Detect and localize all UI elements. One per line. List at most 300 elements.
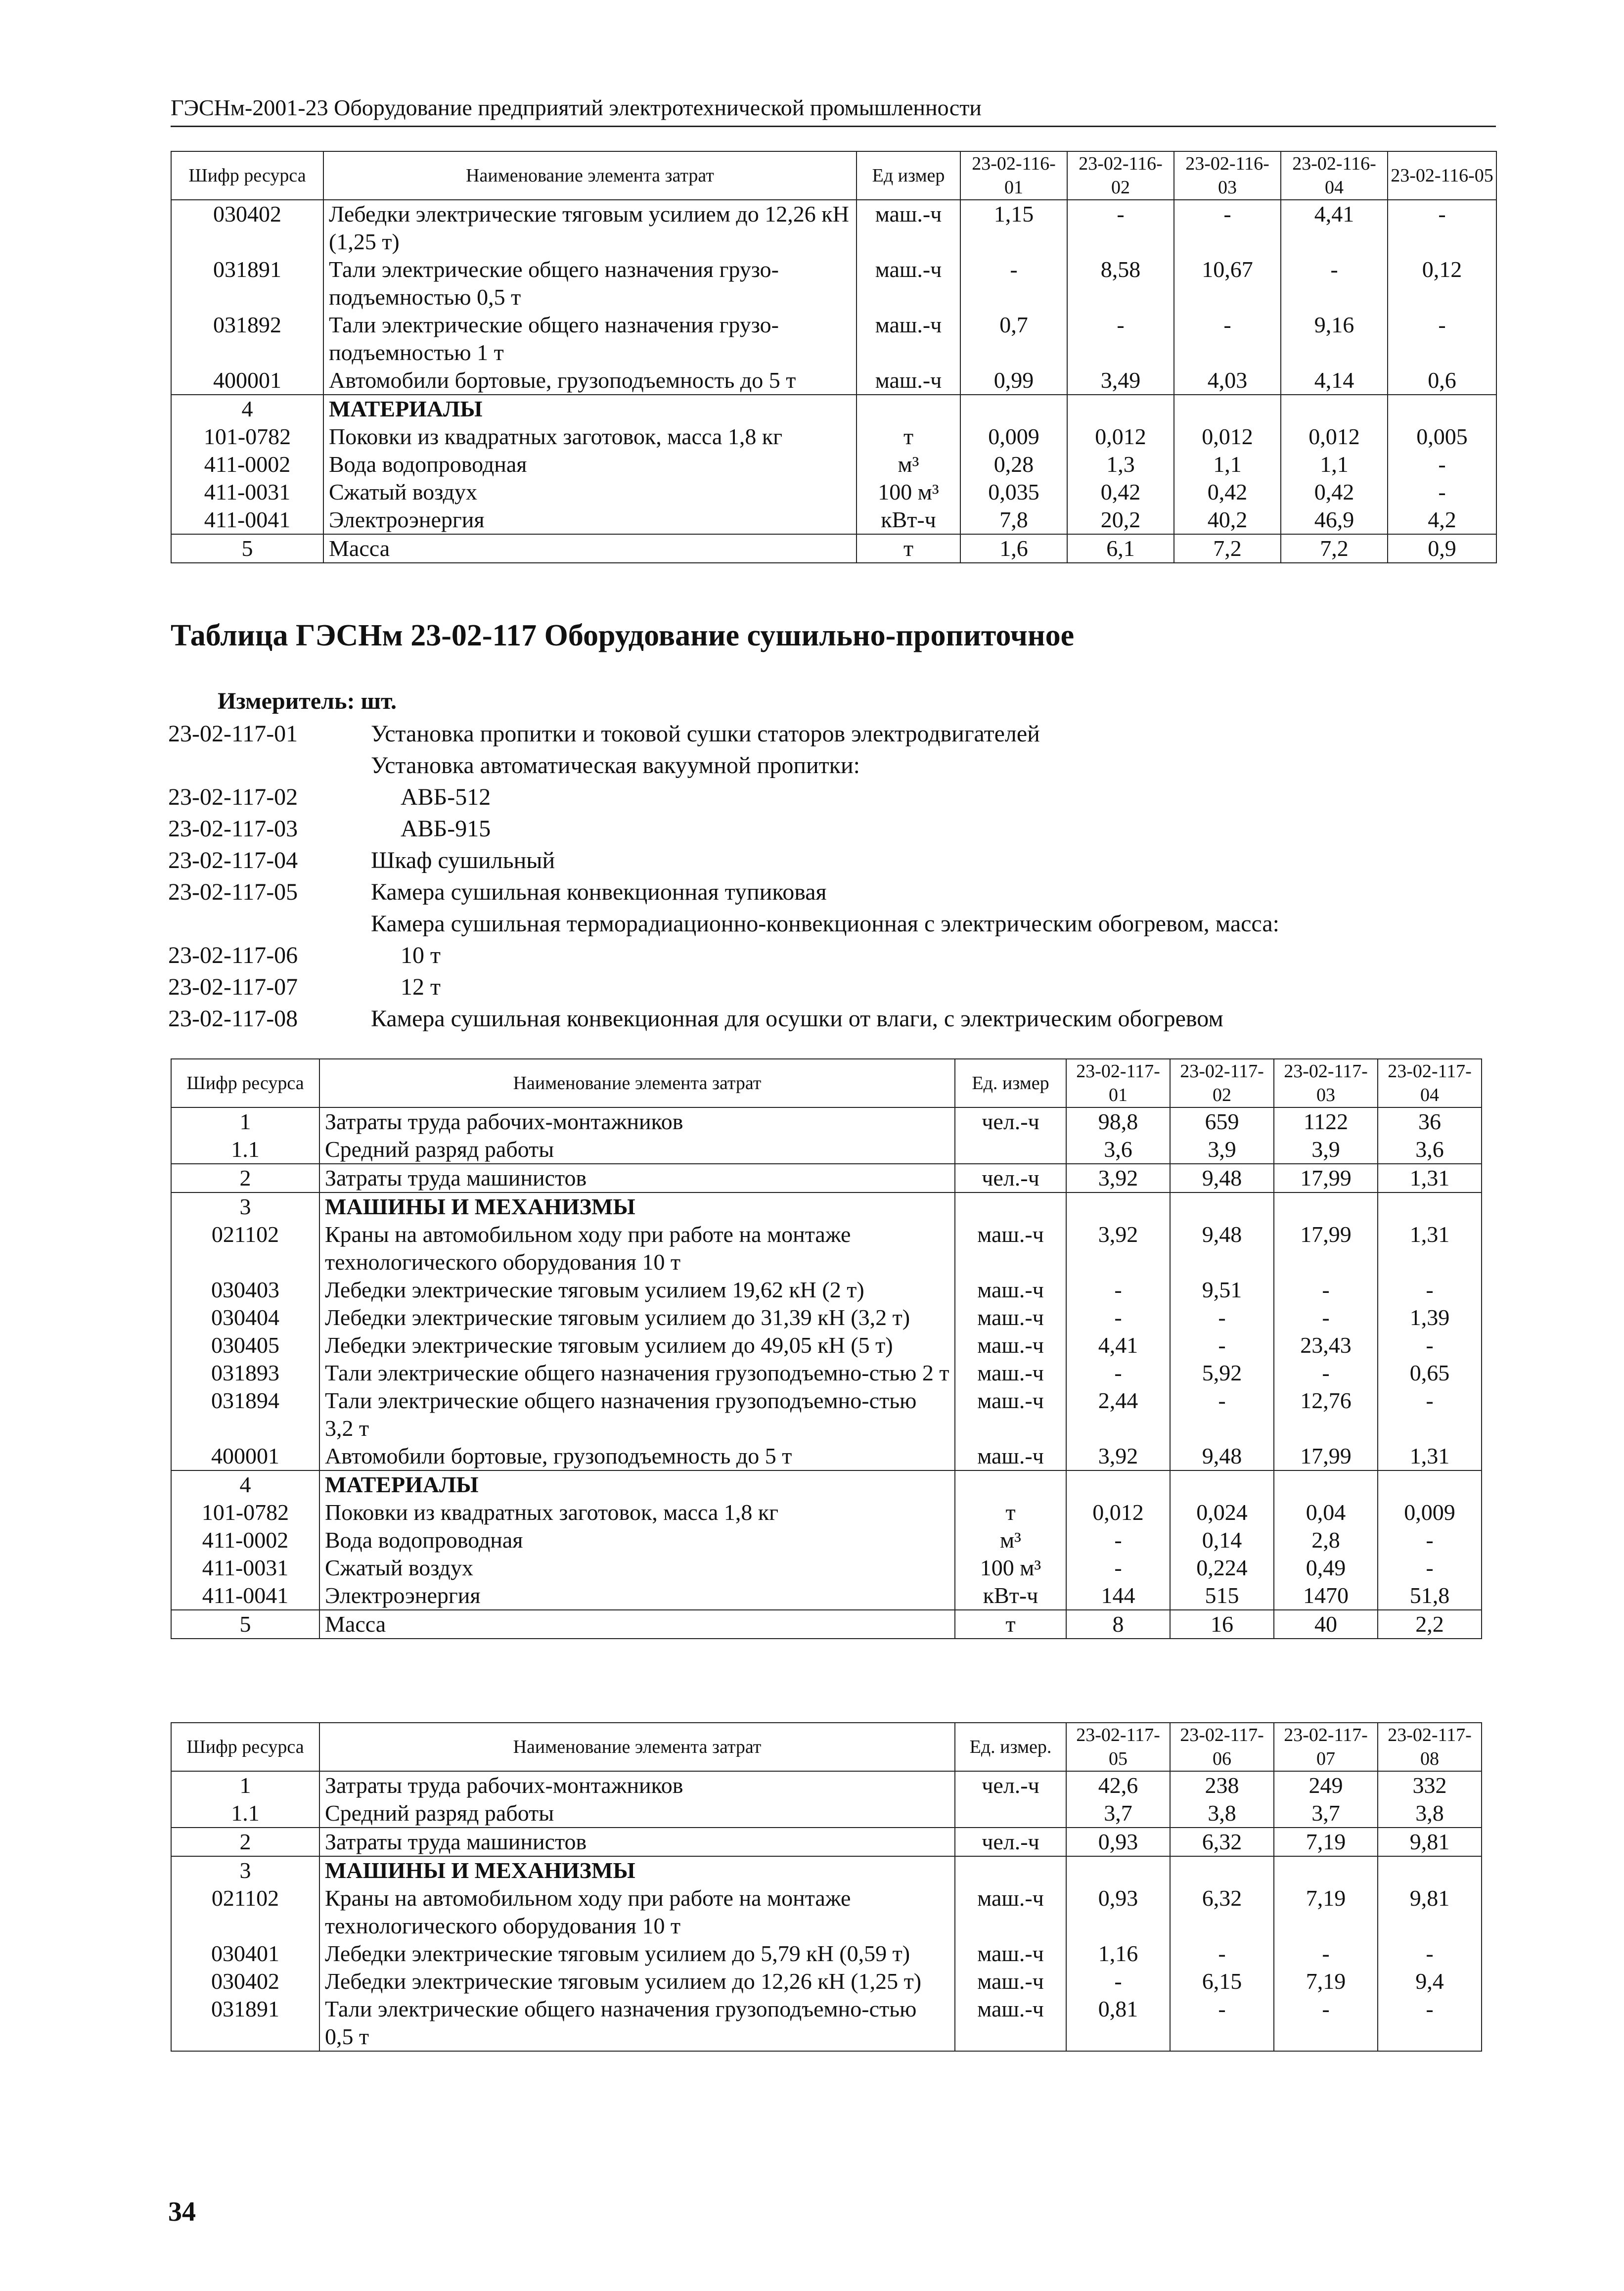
value-cell: 0,28: [960, 451, 1067, 478]
table-row: [171, 478, 1496, 506]
resource-unit: маш.-ч: [955, 1331, 1066, 1359]
resource-name: Вода водопроводная: [319, 1526, 955, 1554]
value-cell: 0,012: [1174, 423, 1281, 451]
value-cell: -: [1174, 200, 1281, 256]
table-row: [171, 367, 1496, 395]
value-cell: -: [1170, 1304, 1274, 1331]
value-cell: -: [1388, 451, 1496, 478]
column-header: 23-02-117-07: [1274, 1723, 1378, 1771]
value-cell: 0,42: [1067, 478, 1174, 506]
item-description: 12 т: [401, 974, 441, 1000]
resource-unit: 100 м³: [857, 478, 960, 506]
table-row: [171, 256, 1496, 311]
resource-unit: [955, 1136, 1066, 1164]
resource-name: Сжатый воздух: [323, 478, 857, 506]
value-cell: 0,012: [1067, 423, 1174, 451]
table-header-row: [171, 1059, 1482, 1107]
resource-name: Автомобили бортовые, грузоподъемность до 5 т: [323, 367, 857, 395]
value-cell: [1274, 1192, 1378, 1221]
value-cell: 0,012: [1066, 1499, 1170, 1526]
value-cell: 144: [1066, 1582, 1170, 1610]
code-list-item: [168, 781, 1279, 813]
column-header: 23-02-116-04: [1281, 151, 1388, 200]
resource-name: Поковки из квадратных заготовок, масса 1,8 кг: [319, 1499, 955, 1526]
column-header: 23-02-117-02: [1170, 1059, 1274, 1107]
table-row: [171, 311, 1496, 367]
value-cell: 9,4: [1378, 1968, 1482, 1995]
value-cell: 4,41: [1066, 1331, 1170, 1359]
resource-code: 3: [171, 1192, 319, 1221]
table-row: [171, 1828, 1482, 1856]
value-cell: -: [1274, 1359, 1378, 1387]
resource-name: Тали электрические общего назначения грузо-подъемностью 1 т: [323, 311, 857, 367]
resource-code: 031891: [171, 1995, 319, 2051]
value-cell: 332: [1378, 1771, 1482, 1799]
value-cell: 1,6: [960, 534, 1067, 563]
value-cell: -: [1388, 200, 1496, 256]
code-list-item: [168, 1003, 1279, 1035]
code-list-item: [168, 940, 1279, 971]
resource-name: Средний разряд работы: [319, 1136, 955, 1164]
value-cell: -: [1174, 311, 1281, 367]
value-cell: 4,03: [1174, 367, 1281, 395]
code-list-item: [168, 908, 1279, 940]
table-row: [171, 1276, 1482, 1304]
resource-unit: маш.-ч: [955, 1995, 1066, 2051]
value-cell: 0,12: [1388, 256, 1496, 311]
resource-unit: [955, 1799, 1066, 1828]
value-cell: 6,15: [1170, 1968, 1274, 1995]
resource-unit: м³: [955, 1526, 1066, 1554]
value-cell: -: [960, 256, 1067, 311]
resource-unit: маш.-ч: [955, 1884, 1066, 1940]
table-row: [171, 451, 1496, 478]
value-cell: 5,92: [1170, 1359, 1274, 1387]
column-header: Шифр ресурса: [171, 151, 323, 200]
resource-code: 031892: [171, 311, 323, 367]
value-cell: 10,67: [1174, 256, 1281, 311]
value-cell: 2,8: [1274, 1526, 1378, 1554]
value-cell: 4,14: [1281, 367, 1388, 395]
value-cell: 0,9: [1388, 534, 1496, 563]
value-cell: 0,49: [1274, 1554, 1378, 1582]
value-cell: 0,99: [960, 367, 1067, 395]
table-row: [171, 1884, 1482, 1940]
resource-unit: кВт-ч: [857, 506, 960, 534]
resource-name: Тали электрические общего назначения грузоподъемно-стью 2 т: [319, 1359, 955, 1387]
item-code: 23-02-117-05: [168, 879, 298, 905]
resource-code: 1.1: [171, 1136, 319, 1164]
column-header: Наименование элемента затрат: [319, 1723, 955, 1771]
resource-name: Тали электрические общего назначения грузоподъемно-стью 3,2 т: [319, 1387, 955, 1442]
value-cell: 1,15: [960, 200, 1067, 256]
resource-name: Автомобили бортовые, грузоподъемность до 5 т: [319, 1442, 955, 1470]
value-cell: 1,31: [1378, 1442, 1482, 1470]
value-cell: 1,31: [1378, 1221, 1482, 1276]
code-list-item: [168, 718, 1279, 750]
resource-code: 411-0031: [171, 1554, 319, 1582]
value-cell: 4,41: [1281, 200, 1388, 256]
value-cell: 98,8: [1066, 1107, 1170, 1136]
resource-name: Электроэнергия: [323, 506, 857, 534]
resource-code: 400001: [171, 1442, 319, 1470]
resource-code: 1: [171, 1771, 319, 1799]
resource-code: 031893: [171, 1359, 319, 1387]
value-cell: -: [1378, 1331, 1482, 1359]
value-cell: 238: [1170, 1771, 1274, 1799]
value-cell: 0,005: [1388, 423, 1496, 451]
section-row: [171, 395, 1496, 423]
value-cell: 9,48: [1170, 1164, 1274, 1192]
value-cell: -: [1388, 311, 1496, 367]
value-cell: 0,224: [1170, 1554, 1274, 1582]
resource-unit: маш.-ч: [857, 367, 960, 395]
value-cell: -: [1274, 1276, 1378, 1304]
value-cell: 0,93: [1066, 1884, 1170, 1940]
resource-name: Затраты труда рабочих-монтажников: [319, 1107, 955, 1136]
resource-unit: маш.-ч: [857, 200, 960, 256]
value-cell: 9,81: [1378, 1828, 1482, 1856]
value-cell: 3,49: [1067, 367, 1174, 395]
resource-name: Сжатый воздух: [319, 1554, 955, 1582]
value-cell: [1378, 1470, 1482, 1499]
table-row: [171, 1387, 1482, 1442]
column-header: 23-02-117-08: [1378, 1723, 1482, 1771]
value-cell: 9,48: [1170, 1442, 1274, 1470]
resource-code: 411-0041: [171, 506, 323, 534]
resource-code: 030404: [171, 1304, 319, 1331]
measure-unit: Измеритель: шт.: [218, 688, 397, 714]
value-cell: 0,04: [1274, 1499, 1378, 1526]
resource-name: Затраты труда рабочих-монтажников: [319, 1771, 955, 1799]
resource-name: Лебедки электрические тяговым усилием до 5,79 кН (0,59 т): [319, 1940, 955, 1968]
table-row: [171, 1526, 1482, 1554]
value-cell: 0,009: [960, 423, 1067, 451]
resource-name: Вода водопроводная: [323, 451, 857, 478]
resource-name: Средний разряд работы: [319, 1799, 955, 1828]
column-header: Шифр ресурса: [171, 1723, 319, 1771]
value-cell: 0,65: [1378, 1359, 1482, 1387]
resource-name: Лебедки электрические тяговым усилием до 12,26 кН (1,25 т): [323, 200, 857, 256]
value-cell: [1281, 395, 1388, 423]
resource-name: МАТЕРИАЛЫ: [323, 395, 857, 423]
code-list-item: [168, 971, 1279, 1003]
value-cell: -: [1170, 1387, 1274, 1442]
resource-code: 021102: [171, 1884, 319, 1940]
resource-name: Масса: [323, 534, 857, 563]
value-cell: -: [1378, 1276, 1482, 1304]
value-cell: 0,009: [1378, 1499, 1482, 1526]
value-cell: 9,81: [1378, 1884, 1482, 1940]
code-list-item: [168, 876, 1279, 908]
value-cell: [1378, 1192, 1482, 1221]
resource-unit: чел.-ч: [955, 1164, 1066, 1192]
value-cell: 7,19: [1274, 1828, 1378, 1856]
item-code: [168, 750, 371, 781]
resource-unit: 100 м³: [955, 1554, 1066, 1582]
item-description: АВБ-915: [401, 816, 491, 842]
value-cell: 1,1: [1174, 451, 1281, 478]
running-header: ГЭСНм-2001-23 Оборудование предприятий электротехнической промышленности: [171, 94, 1496, 127]
value-cell: 36: [1378, 1107, 1482, 1136]
resource-code: 411-0002: [171, 451, 323, 478]
value-cell: [1066, 1470, 1170, 1499]
item-code: 23-02-117-06: [168, 942, 298, 968]
value-cell: -: [1066, 1526, 1170, 1554]
table-header-row: [171, 1723, 1482, 1771]
column-header: Ед измер: [857, 151, 960, 200]
resource-unit: маш.-ч: [955, 1276, 1066, 1304]
column-header: 23-02-117-04: [1378, 1059, 1482, 1107]
table-row: [171, 1221, 1482, 1276]
resource-code: 1: [171, 1107, 319, 1136]
item-code: 23-02-117-07: [168, 974, 298, 1000]
value-cell: 3,92: [1066, 1221, 1170, 1276]
column-header: 23-02-117-05: [1066, 1723, 1170, 1771]
value-cell: [1174, 395, 1281, 423]
page-number: 34: [168, 2197, 196, 2227]
value-cell: -: [1378, 1554, 1482, 1582]
value-cell: 3,92: [1066, 1164, 1170, 1192]
value-cell: -: [1378, 1995, 1482, 2051]
value-cell: 17,99: [1274, 1164, 1378, 1192]
value-cell: [1378, 1856, 1482, 1884]
item-description: 10 т: [401, 942, 441, 968]
value-cell: [1388, 395, 1496, 423]
item-code: 23-02-117-01: [168, 721, 298, 747]
value-cell: [1274, 1856, 1378, 1884]
resource-code: 101-0782: [171, 1499, 319, 1526]
value-cell: 2,2: [1378, 1610, 1482, 1639]
column-header: 23-02-116-02: [1067, 151, 1174, 200]
value-cell: 17,99: [1274, 1442, 1378, 1470]
resource-unit: [955, 1856, 1066, 1884]
table-row: [171, 1164, 1482, 1192]
resource-code: 031894: [171, 1387, 319, 1442]
value-cell: 1,16: [1066, 1940, 1170, 1968]
column-header: Ед. измер.: [955, 1723, 1066, 1771]
value-cell: 3,7: [1274, 1799, 1378, 1828]
item-code: 23-02-117-03: [168, 816, 298, 842]
resource-code: 030403: [171, 1276, 319, 1304]
resource-name: Тали электрические общего назначения грузоподъемно-стью 0,5 т: [319, 1995, 955, 2051]
section-row: [171, 1192, 1482, 1221]
item-description: АВБ-512: [401, 784, 491, 810]
value-cell: 6,32: [1170, 1828, 1274, 1856]
resource-unit: т: [955, 1610, 1066, 1639]
value-cell: 9,16: [1281, 311, 1388, 367]
value-cell: 3,8: [1378, 1799, 1482, 1828]
value-cell: -: [1066, 1554, 1170, 1582]
value-cell: -: [1170, 1940, 1274, 1968]
table-row: [171, 1582, 1482, 1610]
resource-code: 411-0041: [171, 1582, 319, 1610]
value-cell: 0,035: [960, 478, 1067, 506]
value-cell: -: [1388, 478, 1496, 506]
value-cell: 0,7: [960, 311, 1067, 367]
value-cell: 0,42: [1174, 478, 1281, 506]
value-cell: 7,19: [1274, 1884, 1378, 1940]
value-cell: -: [1274, 1304, 1378, 1331]
value-cell: [1274, 1470, 1378, 1499]
resource-name: Лебедки электрические тяговым усилием до 31,39 кН (3,2 т): [319, 1304, 955, 1331]
table-row: [171, 1107, 1482, 1136]
table-row: [171, 1940, 1482, 1968]
value-cell: [1170, 1192, 1274, 1221]
item-description: Установка автоматическая вакуумной пропитки:: [371, 752, 860, 779]
resource-unit: чел.-ч: [955, 1771, 1066, 1799]
resource-code: 021102: [171, 1221, 319, 1276]
value-cell: 2,44: [1066, 1387, 1170, 1442]
resource-name: МАШИНЫ И МЕХАНИЗМЫ: [319, 1192, 955, 1221]
column-header: Наименование элемента затрат: [323, 151, 857, 200]
resource-code: 101-0782: [171, 423, 323, 451]
value-cell: -: [1067, 311, 1174, 367]
resource-unit: кВт-ч: [955, 1582, 1066, 1610]
value-cell: 0,14: [1170, 1526, 1274, 1554]
column-header: Наименование элемента затрат: [319, 1059, 955, 1107]
value-cell: -: [1378, 1387, 1482, 1442]
value-cell: [960, 395, 1067, 423]
resource-code: 411-0031: [171, 478, 323, 506]
table-row: [171, 1442, 1482, 1470]
table-row: [171, 423, 1496, 451]
value-cell: -: [1281, 256, 1388, 311]
resource-unit: т: [857, 423, 960, 451]
resource-unit: м³: [857, 451, 960, 478]
resource-unit: т: [857, 534, 960, 563]
column-header: Шифр ресурса: [171, 1059, 319, 1107]
resource-code: 4: [171, 395, 323, 423]
item-code: 23-02-117-04: [168, 847, 298, 873]
resource-table-116: [171, 151, 1497, 563]
resource-code: 030402: [171, 200, 323, 256]
item-description: Камера сушильная конвекционная тупиковая: [371, 879, 827, 905]
table-row: [171, 1968, 1482, 1995]
value-cell: 7,19: [1274, 1968, 1378, 1995]
resource-name: Тали электрические общего назначения грузо-подъемностью 0,5 т: [323, 256, 857, 311]
value-cell: 3,92: [1066, 1442, 1170, 1470]
resource-name: Масса: [319, 1610, 955, 1639]
resource-name: Лебедки электрические тяговым усилием до 12,26 кН (1,25 т): [319, 1968, 955, 1995]
resource-code: 2: [171, 1164, 319, 1192]
value-cell: [1067, 395, 1174, 423]
value-cell: 1122: [1274, 1107, 1378, 1136]
value-cell: 23,43: [1274, 1331, 1378, 1359]
resource-unit: маш.-ч: [955, 1387, 1066, 1442]
item-description: Камера сушильная конвекционная для осушки от влаги, с электрическим обогревом: [371, 1006, 1223, 1032]
value-cell: -: [1067, 200, 1174, 256]
item-description: Шкаф сушильный: [371, 847, 555, 873]
value-cell: 7,8: [960, 506, 1067, 534]
table-row: [171, 200, 1496, 256]
value-cell: -: [1066, 1304, 1170, 1331]
item-code: 23-02-117-08: [168, 1006, 298, 1032]
value-cell: 12,76: [1274, 1387, 1378, 1442]
value-cell: -: [1170, 1995, 1274, 2051]
resource-name: Затраты труда машинистов: [319, 1164, 955, 1192]
item-description: Камера сушильная терморадиационно-конвекционная с электрическим обогревом, масса:: [371, 911, 1279, 937]
value-cell: 0,81: [1066, 1995, 1170, 2051]
item-code: 23-02-117-02: [168, 784, 298, 810]
value-cell: -: [1378, 1526, 1482, 1554]
code-list: [168, 718, 1279, 1035]
value-cell: 1470: [1274, 1582, 1378, 1610]
value-cell: 0,024: [1170, 1499, 1274, 1526]
value-cell: [1066, 1192, 1170, 1221]
value-cell: -: [1274, 1995, 1378, 2051]
value-cell: 0,6: [1388, 367, 1496, 395]
value-cell: 515: [1170, 1582, 1274, 1610]
resource-code: 030402: [171, 1968, 319, 1995]
table-title: Таблица ГЭСНм 23-02-117 Оборудование сушильно-пропиточное: [171, 619, 1075, 652]
table-row: [171, 1610, 1482, 1639]
value-cell: -: [1066, 1276, 1170, 1304]
table-row: [171, 1771, 1482, 1799]
column-header: 23-02-117-01: [1066, 1059, 1170, 1107]
value-cell: -: [1274, 1940, 1378, 1968]
value-cell: [1170, 1470, 1274, 1499]
table-row: [171, 534, 1496, 563]
value-cell: 3,9: [1274, 1136, 1378, 1164]
resource-unit: маш.-ч: [955, 1940, 1066, 1968]
resource-code: 400001: [171, 367, 323, 395]
resource-unit: маш.-ч: [857, 256, 960, 311]
resource-code: 2: [171, 1828, 319, 1856]
table-row: [171, 1499, 1482, 1526]
section-row: [171, 1856, 1482, 1884]
value-cell: 7,2: [1174, 534, 1281, 563]
value-cell: 51,8: [1378, 1582, 1482, 1610]
resource-unit: маш.-ч: [857, 311, 960, 367]
table-row: [171, 1359, 1482, 1387]
value-cell: 4,2: [1388, 506, 1496, 534]
resource-unit: маш.-ч: [955, 1359, 1066, 1387]
table-row: [171, 1331, 1482, 1359]
value-cell: -: [1378, 1940, 1482, 1968]
resource-name: МАТЕРИАЛЫ: [319, 1470, 955, 1499]
resource-code: 030401: [171, 1940, 319, 1968]
value-cell: [1170, 1856, 1274, 1884]
resource-code: 5: [171, 534, 323, 563]
value-cell: 249: [1274, 1771, 1378, 1799]
value-cell: 7,2: [1281, 534, 1388, 563]
value-cell: 1,39: [1378, 1304, 1482, 1331]
table-header-row: [171, 151, 1496, 200]
value-cell: 3,8: [1170, 1799, 1274, 1828]
value-cell: 3,6: [1378, 1136, 1482, 1164]
column-header: 23-02-116-01: [960, 151, 1067, 200]
value-cell: -: [1170, 1331, 1274, 1359]
column-header: 23-02-116-05: [1388, 151, 1496, 200]
table-row: [171, 1136, 1482, 1164]
table-row: [171, 1304, 1482, 1331]
value-cell: 659: [1170, 1107, 1274, 1136]
value-cell: 16: [1170, 1610, 1274, 1639]
table-row: [171, 1799, 1482, 1828]
resource-name: Электроэнергия: [319, 1582, 955, 1610]
column-header: 23-02-116-03: [1174, 151, 1281, 200]
value-cell: [1066, 1856, 1170, 1884]
resource-unit: т: [955, 1499, 1066, 1526]
value-cell: 1,3: [1067, 451, 1174, 478]
value-cell: 8,58: [1067, 256, 1174, 311]
resource-unit: [955, 1192, 1066, 1221]
resource-code: 411-0002: [171, 1526, 319, 1554]
resource-name: Краны на автомобильном ходу при работе на монтаже технологического оборудования 10 т: [319, 1884, 955, 1940]
value-cell: 3,6: [1066, 1136, 1170, 1164]
value-cell: 0,012: [1281, 423, 1388, 451]
